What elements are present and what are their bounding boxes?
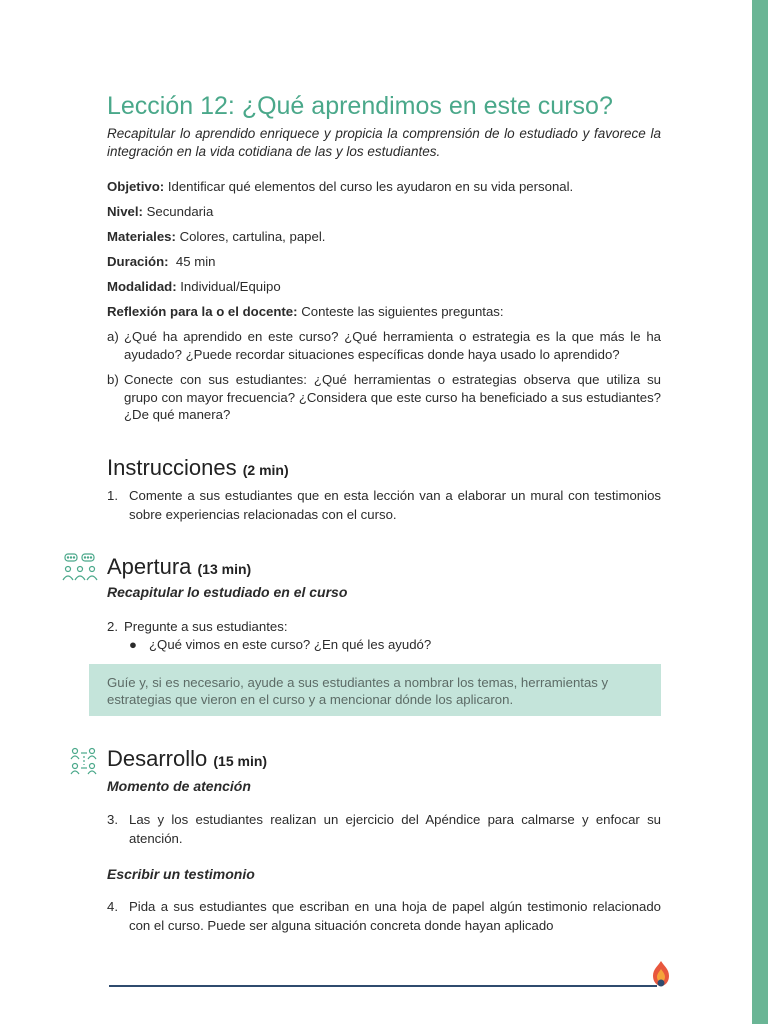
instruction-item-1 <box>107 487 661 524</box>
meta-label: Duración: <box>107 254 169 269</box>
meta-label: Modalidad: <box>107 279 177 294</box>
question-label: b) <box>107 372 119 387</box>
section-title: Desarrollo <box>107 746 208 771</box>
meta-value: Colores, cartulina, papel. <box>175 229 326 244</box>
item-text: Pida a sus estudiantes que escriban en una hoja de papel algún testimonio relacionado con el curso. Puede ser alguna situación concreta donde hayan aplicado <box>129 899 661 933</box>
apertura-subtitle: Recapitular lo estudiado en el curso <box>107 584 348 600</box>
meta-reflexion <box>107 303 504 321</box>
meta-value: Individual/Equipo <box>176 279 281 294</box>
section-duration: (2 min) <box>242 462 289 478</box>
meta-value: Conteste las siguientes preguntas: <box>297 304 504 319</box>
question-text: ¿Qué ha aprendido en este curso? ¿Qué herramienta o estrategia es la que más le ha ayudado? ¿Puede recordar situaciones específicas donde haya usado lo aprendido? <box>124 329 661 362</box>
meta-objetivo <box>107 178 573 196</box>
desarrollo-subtitle-atencion: Momento de atención <box>107 778 251 794</box>
section-instrucciones-heading <box>107 455 289 481</box>
meta-materiales <box>107 228 325 246</box>
item-text: Pregunte a sus estudiantes: <box>124 619 288 634</box>
section-desarrollo-heading <box>107 746 267 772</box>
question-text: Conecte con sus estudiantes: ¿Qué herramientas o estrategias observa que utiliza su grupo con mayor frecuencia? ¿Considera que este curso ha beneficiado a sus estudiantes? ¿De qué manera? <box>124 372 661 422</box>
reflection-question-b <box>107 371 661 424</box>
item-number: 1. <box>107 488 118 503</box>
teacher-tip-callout: Guíe y, si es necesario, ayude a sus estudiantes a nombrar los temas, herramientas y estrategias que vieron en el curso y a mencionar dónde los aplicaron. <box>89 664 661 716</box>
lesson-title: Lección 12: ¿Qué aprendimos en este curso? <box>107 92 613 120</box>
group-discussion-icon <box>62 552 98 582</box>
lesson-intro: Recapitular lo aprendido enriquece y propicia la comprensión de lo estudiado y favorece la integración en la vida cotidiana de las y los estudiantes. <box>107 126 661 159</box>
meta-duracion <box>107 253 215 271</box>
meta-label: Reflexión para la o el docente: <box>107 304 298 319</box>
instruction-item-4 <box>107 898 661 935</box>
section-title: Instrucciones <box>107 455 237 480</box>
item-number: 3. <box>107 812 118 827</box>
flame-logo-icon <box>650 960 672 988</box>
section-title: Apertura <box>107 554 192 579</box>
meta-label: Objetivo: <box>107 179 165 194</box>
bullet-text: ¿Qué vimos en este curso? ¿En qué les ayudó? <box>149 637 432 652</box>
bullet-item <box>129 637 431 652</box>
footer-rule <box>109 985 657 987</box>
meta-label: Nivel: <box>107 204 143 219</box>
meta-value: Secundaria <box>142 204 214 219</box>
meta-value: 45 min <box>168 254 216 269</box>
item-text: Comente a sus estudiantes que en esta lección van a elaborar un mural con testimonios sobre experiencias relacionadas con el curso. <box>129 488 661 522</box>
item-number: 2. <box>107 619 118 634</box>
section-duration: (15 min) <box>213 753 268 769</box>
meta-label: Materiales: <box>107 229 176 244</box>
reflection-question-a <box>107 328 661 363</box>
desarrollo-subtitle-testimonio: Escribir un testimonio <box>107 866 255 882</box>
item-number: 4. <box>107 899 118 914</box>
section-apertura-heading <box>107 554 251 580</box>
bullet-dot-icon: ● <box>129 637 137 652</box>
question-label: a) <box>107 329 119 344</box>
item-text: Las y los estudiantes realizan un ejercicio del Apéndice para calmarse y enfocar su atención. <box>129 812 661 846</box>
meta-modalidad <box>107 278 281 296</box>
meta-nivel <box>107 203 213 221</box>
instruction-item-3 <box>107 811 661 848</box>
instruction-item-2 <box>107 618 661 637</box>
teamwork-icon <box>70 747 98 775</box>
meta-value: Identificar qué elementos del curso les ayudaron en su vida personal. <box>164 179 574 194</box>
page-side-band <box>752 0 768 1024</box>
section-duration: (13 min) <box>197 561 252 577</box>
